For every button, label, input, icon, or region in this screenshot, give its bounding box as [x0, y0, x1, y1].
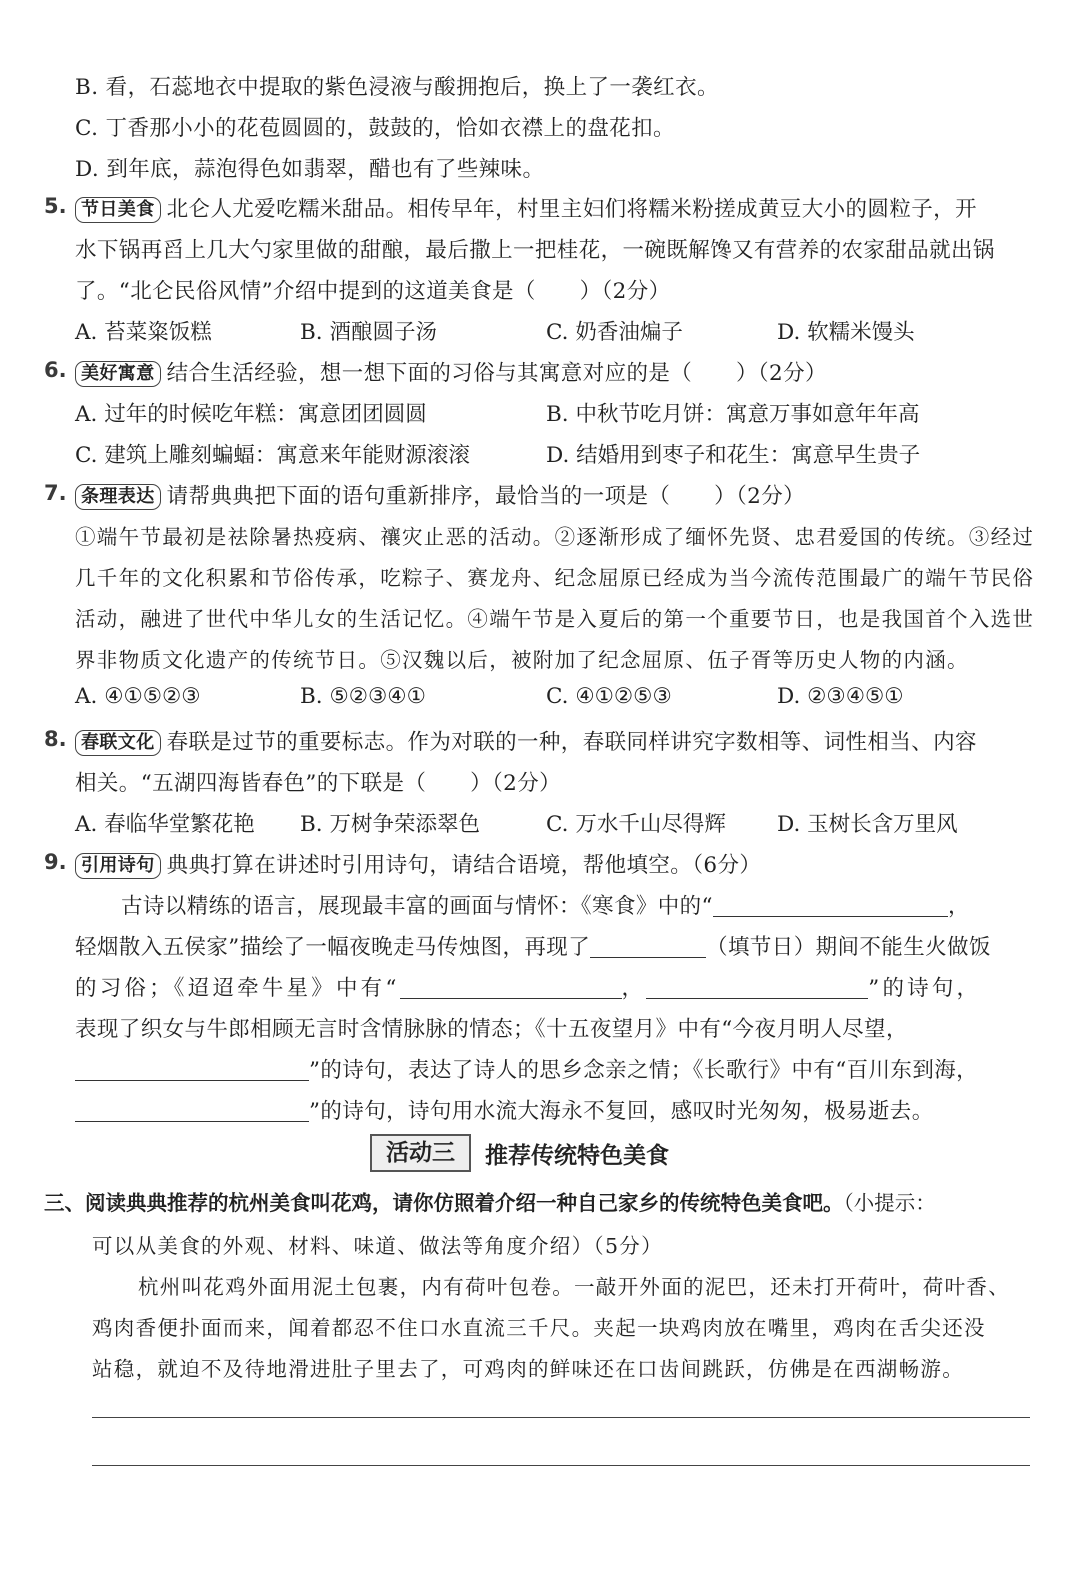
- q7-stem: [75, 479, 805, 510]
- q7-passage-line4: 界非物质文化遗产的传统节日。⑤汉魏以后，被附加了纪念屈原、伍子胥等历史人物的内涵。: [75, 648, 969, 672]
- q9-line5-text: ”的诗句，表达了诗人的思乡念亲之情；《长歌行》中有“百川东到海，: [309, 1058, 979, 1083]
- q7-option-a: A. ④①⑤②③: [75, 684, 201, 709]
- question-number: 8.: [44, 727, 67, 751]
- example-paragraph-line2: 鸡肉香便扑面而来，闻着都忍不住口水直流三千尺。夹起一块鸡肉放在嘴里，鸡肉在舌尖还没: [92, 1316, 986, 1340]
- q9-line4: 表现了织女与牛郎相顾无言时含情脉脉的情态；《十五夜望月》中有“今夜月明人尽望，: [75, 1017, 908, 1042]
- q9-text: 典典打算在讲述时引用诗句，请结合语境，帮他填空。（6分）: [166, 853, 762, 878]
- q9-stem: [75, 848, 761, 879]
- q4-option-b: B. 看，石蕊地衣中提取的紫色浸液与酸拥抱后，换上了一袭红衣。: [75, 75, 719, 100]
- q5-stem-line3: 了。“北仑民俗风情”介绍中提到的这道美食是（ ）（2分）: [75, 279, 671, 304]
- answer-blank[interactable]: [646, 976, 868, 999]
- q9-line2-note: （填节日）期间不能生火做饭: [706, 935, 991, 960]
- q9-line1: [121, 889, 970, 920]
- q9-line2: [75, 930, 991, 961]
- q6-option-b: B. 中秋节吃月饼：寓意万事如意年年高: [546, 402, 920, 427]
- q6-text: 结合生活经验，想一想下面的习俗与其寓意对应的是（ ）（2分）: [166, 361, 827, 386]
- q9-line6-text: ”的诗句，诗句用水流大海永不复回，感叹时光匆匆，极易逝去。: [309, 1099, 934, 1124]
- q7-text: 请帮典典把下面的语句重新排序，最恰当的一项是（ ）（2分）: [166, 484, 806, 509]
- question-number: 9.: [44, 850, 67, 874]
- q9-tag: 引用诗句: [75, 853, 161, 879]
- q9-line2-text: 轻烟散入五侯家”描绘了一幅夜晚走马传烛图，再现了: [75, 935, 591, 960]
- section3-hint-line2: 可以从美食的外观、材料、味道、做法等角度介绍）（5分）: [92, 1234, 663, 1258]
- activity-box: 活动三: [370, 1134, 471, 1172]
- q9-line6: [75, 1094, 934, 1125]
- q7-passage-line2: 几千年的文化积累和节俗传承，吃粽子、赛龙舟、纪念屈原已经成为当今流传范围最广的端午节民俗: [75, 566, 1035, 590]
- q8-option-d: D. 玉树长含万里风: [777, 812, 958, 837]
- section3-heading: [44, 1186, 936, 1216]
- q6-tag: 美好寓意: [75, 361, 161, 387]
- q6-option-d: D. 结婚用到枣子和花生：寓意早生贵子: [546, 443, 921, 468]
- q7-option-d: D. ②③④⑤①: [777, 684, 904, 709]
- q9-line5: [75, 1053, 978, 1084]
- q8-option-b: B. 万树争荣添翠色: [300, 812, 480, 837]
- q5-stem-line1: [75, 192, 977, 223]
- q5-option-d: D. 软糯米馒头: [777, 320, 915, 345]
- activity-heading: [370, 1135, 669, 1171]
- q6-stem: [75, 356, 827, 387]
- answer-blank[interactable]: [75, 1058, 309, 1081]
- question-number: 6.: [44, 358, 67, 382]
- q5-option-a: A. 苔菜粢饭糕: [75, 320, 212, 345]
- answer-blank[interactable]: [713, 894, 948, 917]
- answer-blank[interactable]: [75, 1099, 309, 1122]
- q5-text: 北仑人尤爱吃糯米甜品。相传早年，村里主妇们将糯米粉搓成黄豆大小的圆粒子，开: [166, 197, 977, 222]
- answer-blank[interactable]: [590, 935, 706, 958]
- activity-title: 推荐传统特色美食: [485, 1142, 669, 1169]
- q9-line3-end: ”的诗句，: [868, 976, 982, 1001]
- q8-option-a: A. 春临华堂繁花艳: [75, 812, 255, 837]
- example-paragraph-line3: 站稳，就迫不及待地滑进肚子里去了，可鸡肉的鲜味还在口齿间跳跃，仿佛是在西湖畅游。: [92, 1357, 964, 1381]
- section3-head-text: 三、阅读典典推荐的杭州美食叫花鸡，请你仿照着介绍一种自己家乡的传统特色美食吧。: [44, 1191, 844, 1215]
- q9-line3-comma: ，: [621, 976, 647, 1001]
- q7-passage-line1: ①端午节最初是祛除暑热疫病、禳灾止恶的活动。②逐渐形成了缅怀先贤、忠君爱国的传统。③经过: [75, 525, 1035, 549]
- q8-tag: 春联文化: [75, 730, 161, 756]
- answer-blank[interactable]: [400, 976, 622, 999]
- q7-tag: 条理表达: [75, 484, 161, 510]
- q8-stem-line2: 相关。“五湖四海皆春色”的下联是（ ）（2分）: [75, 771, 562, 796]
- q9-line1-comma: ，: [947, 894, 970, 919]
- q5-option-c: C. 奶香油煸子: [546, 320, 683, 345]
- q4-option-d: D. 到年底，蒜泡得色如翡翠，醋也有了些辣味。: [75, 157, 545, 182]
- q9-line1-text: 古诗以精练的语言，展现最丰富的画面与情怀：《寒食》中的“: [121, 894, 713, 919]
- example-paragraph-line1: 杭州叫花鸡外面用泥土包裹，内有荷叶包卷。一敲开外面的泥巴，还未打开荷叶，荷叶香、: [138, 1275, 1010, 1299]
- section3-hint: （小提示：: [843, 1191, 936, 1215]
- q5-stem-line2: 水下锅再舀上几大勺家里做的甜酿，最后撒上一把桂花，一碗既解馋又有营养的农家甜品就出锅: [75, 238, 995, 263]
- q8-option-c: C. 万水千山尽得辉: [546, 812, 726, 837]
- q7-option-c: C. ④①②⑤③: [546, 684, 672, 709]
- q9-line3: [75, 971, 981, 1002]
- q5-tag: 节日美食: [75, 197, 161, 223]
- q7-passage-line3: 活动，融进了世代中华儿女的生活记忆。④端午节是入夏后的第一个重要节日，也是我国首个入选世: [75, 607, 1035, 631]
- q4-option-c: C. 丁香那小小的花苞圆圆的，鼓鼓的，恰如衣襟上的盘花扣。: [75, 116, 675, 141]
- q9-line3-text: 的习俗；《迢迢牵牛星》中有“: [75, 976, 400, 1001]
- answer-line[interactable]: [92, 1417, 1030, 1418]
- question-number: 5.: [44, 194, 67, 218]
- question-number: 7.: [44, 481, 67, 505]
- q5-option-b: B. 酒酿圆子汤: [300, 320, 437, 345]
- q6-option-c: C. 建筑上雕刻蝙蝠：寓意来年能财源滚滚: [75, 443, 470, 468]
- answer-line[interactable]: [92, 1465, 1030, 1466]
- q8-stem-line1: [75, 725, 977, 756]
- q6-option-a: A. 过年的时候吃年糕：寓意团团圆圆: [75, 402, 427, 427]
- q7-option-b: B. ⑤②③④①: [300, 684, 426, 709]
- q8-text: 春联是过节的重要标志。作为对联的一种，春联同样讲究字数相等、词性相当、内容: [166, 730, 977, 755]
